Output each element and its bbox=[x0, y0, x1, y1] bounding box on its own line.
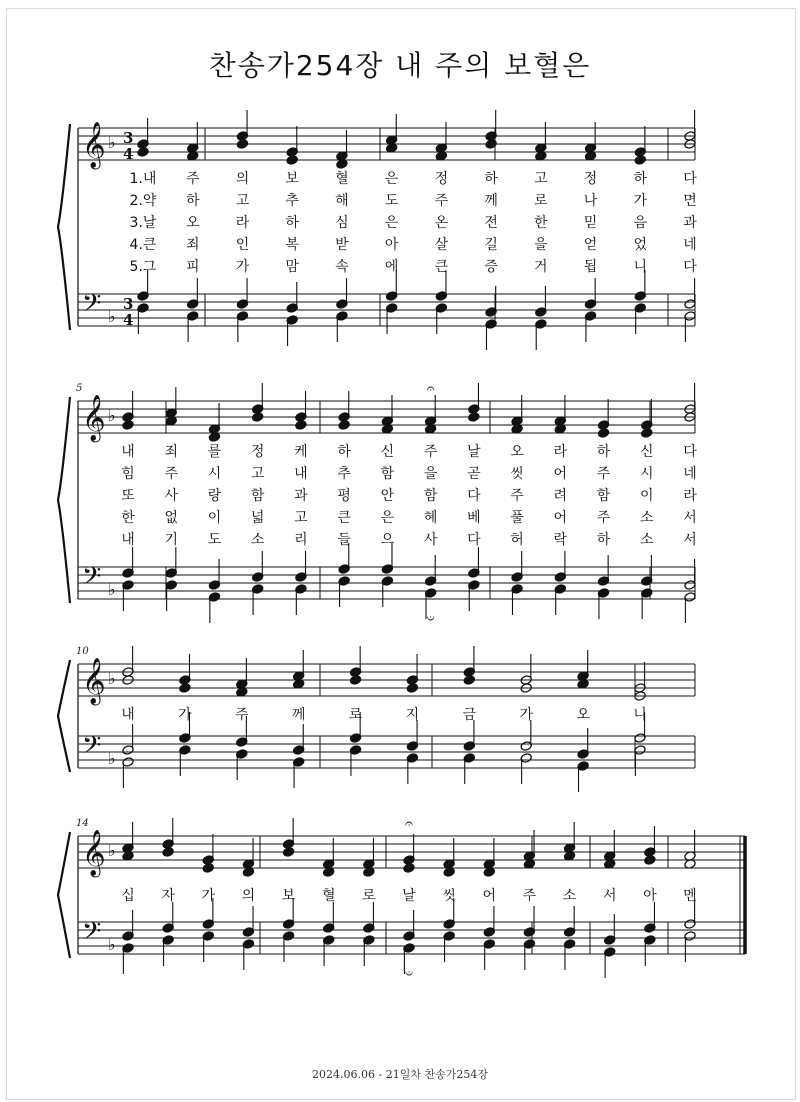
flat-sign-icon: ♭ bbox=[108, 133, 116, 152]
lyric-syllable: 고 bbox=[294, 510, 308, 526]
measure-number: 14 bbox=[76, 818, 89, 829]
lyric-syllable: 네 bbox=[683, 466, 697, 482]
lyric-syllable: 어 bbox=[553, 466, 568, 482]
lyric-syllable: 과 bbox=[294, 488, 308, 504]
flat-sign-icon: ♭ bbox=[108, 580, 116, 599]
system-brace bbox=[58, 832, 70, 958]
lyric-syllable: 심 bbox=[335, 215, 349, 231]
lyric-syllable: 주 bbox=[434, 193, 449, 209]
lyric-syllable: 소 bbox=[640, 510, 654, 526]
lyric-syllable: 없 bbox=[164, 510, 178, 526]
lyric-syllable: 하 bbox=[596, 444, 611, 460]
lyric-syllable: 를 bbox=[207, 444, 222, 460]
lyric-syllable: 주 bbox=[596, 466, 611, 482]
time-signature-bottom: 4 bbox=[123, 311, 134, 329]
lyric-syllable: 됩 bbox=[583, 259, 598, 275]
lyric-syllable: 아 bbox=[384, 237, 399, 253]
lyric-syllable: 하 bbox=[484, 171, 498, 187]
lyric-syllable: 오 bbox=[185, 215, 200, 231]
lyric-syllable: 음 bbox=[633, 215, 648, 231]
lyric-syllable: 니 bbox=[633, 259, 648, 275]
lyric-syllable: 에 bbox=[384, 259, 399, 275]
lyric-syllable: 죄 bbox=[164, 444, 178, 460]
lyric-syllable: 하 bbox=[337, 444, 351, 460]
lyric-syllable: 큰 bbox=[337, 510, 351, 526]
lyric-syllable: 하 bbox=[633, 171, 648, 187]
lyric-syllable: 라 bbox=[683, 488, 697, 504]
lyric-syllable: 받 bbox=[335, 237, 349, 253]
lyric-syllable: 내 bbox=[121, 444, 135, 460]
lyric-syllable: 아 bbox=[643, 888, 657, 904]
lyric-syllable: 서 bbox=[683, 532, 697, 548]
lyric-syllable: 케 bbox=[294, 444, 308, 460]
lyric-syllable: 얻 bbox=[583, 237, 598, 253]
lyric-syllable: 가 bbox=[201, 888, 216, 904]
lyric-syllable: 소 bbox=[640, 532, 654, 548]
lyric-syllable: 은 bbox=[384, 215, 399, 231]
lyric-syllable: 오 bbox=[576, 707, 590, 723]
lyric-syllable: 죄 bbox=[185, 237, 200, 253]
music-system bbox=[58, 381, 697, 627]
lyric-syllable: 함 bbox=[380, 466, 395, 482]
lyric-syllable: 허 bbox=[510, 532, 524, 548]
lyric-syllable: 주 bbox=[164, 466, 178, 482]
lyric-syllable: 주 bbox=[423, 444, 438, 460]
bass-staff bbox=[78, 736, 695, 768]
lyric-syllable: 피 bbox=[185, 259, 200, 275]
lyric-syllable: 을 bbox=[423, 466, 438, 482]
lyric-syllable: 다 bbox=[683, 259, 697, 275]
lyric-syllable: 주 bbox=[596, 510, 611, 526]
lyric-syllable: 추 bbox=[285, 193, 299, 209]
lyric-syllable: 멘 bbox=[683, 888, 697, 904]
lyric-syllable: 이 bbox=[640, 488, 654, 504]
lyric-syllable: 혈 bbox=[321, 888, 336, 904]
lyric-syllable: 1.내 bbox=[129, 171, 157, 187]
lyric-syllable: 었 bbox=[633, 237, 648, 253]
lyric-syllable: 함 bbox=[596, 488, 611, 504]
lyric-syllable: 인 bbox=[235, 237, 250, 253]
lyric-syllable: 믿 bbox=[583, 215, 598, 231]
treble-staff bbox=[78, 128, 695, 160]
system-brace bbox=[58, 124, 70, 330]
lyric-syllable: 5.그 bbox=[129, 259, 157, 275]
bass-clef-icon: 𝄢 bbox=[82, 731, 102, 766]
lyric-syllable: 면 bbox=[683, 193, 697, 209]
measure-number: 5 bbox=[76, 383, 83, 394]
lyric-syllable: 주 bbox=[522, 888, 537, 904]
lyric-syllable: 주 bbox=[185, 171, 200, 187]
flat-sign-icon: ♭ bbox=[108, 669, 116, 688]
lyric-syllable: 로 bbox=[534, 193, 548, 209]
lyric-syllable: 하 bbox=[596, 532, 611, 548]
lyric-syllable: 가 bbox=[235, 259, 250, 275]
lyric-syllable: 한 bbox=[121, 510, 135, 526]
lyric-syllable: 보 bbox=[281, 888, 296, 904]
lyric-syllable: 시 bbox=[207, 466, 222, 482]
lyric-syllable: 씻 bbox=[442, 888, 456, 904]
lyric-syllable: 살 bbox=[434, 237, 449, 253]
lyric-syllable: 추 bbox=[337, 466, 351, 482]
lyric-syllable: 리 bbox=[294, 532, 308, 548]
lyric-syllable: 다 bbox=[683, 171, 697, 187]
lyric-syllable: 신 bbox=[380, 444, 395, 460]
lyric-syllable: 십 bbox=[121, 888, 135, 904]
lyric-syllable: 함 bbox=[250, 488, 265, 504]
lyric-syllable: 또 bbox=[121, 488, 135, 504]
lyric-syllable: 어 bbox=[553, 510, 568, 526]
lyric-syllable: 사 bbox=[164, 488, 178, 504]
flat-sign-icon: ♭ bbox=[108, 935, 116, 954]
bass-clef-icon: 𝄢 bbox=[82, 917, 102, 952]
fermata-icon: 𝄑 bbox=[405, 966, 413, 982]
bass-clef-icon: 𝄢 bbox=[82, 289, 102, 324]
lyric-syllable: 도 bbox=[384, 193, 399, 209]
lyric-syllable: 내 bbox=[121, 532, 135, 548]
lyric-syllable: 다 bbox=[467, 532, 481, 548]
lyric-syllable: 넓 bbox=[250, 510, 265, 526]
lyric-syllable: 3.날 bbox=[129, 215, 157, 231]
treble-clef-icon: 𝄞 bbox=[82, 122, 106, 168]
lyric-syllable: 금 bbox=[462, 707, 477, 723]
lyric-syllable: 힘 bbox=[121, 466, 135, 482]
system-brace bbox=[58, 397, 70, 603]
measure-number: 10 bbox=[76, 646, 89, 657]
time-signature-top: 3 bbox=[123, 295, 134, 313]
music-system bbox=[58, 646, 695, 792]
lyric-syllable: 가 bbox=[178, 707, 192, 723]
lyric-syllable: 은 bbox=[380, 510, 395, 526]
treble-staff bbox=[78, 664, 695, 696]
lyric-syllable: 락 bbox=[553, 532, 568, 548]
flat-sign-icon: ♭ bbox=[108, 406, 116, 425]
flat-sign-icon: ♭ bbox=[108, 841, 116, 860]
lyric-syllable: 사 bbox=[423, 532, 438, 548]
system-brace bbox=[58, 660, 70, 772]
time-signature-top: 3 bbox=[123, 129, 134, 147]
lyric-syllable: 을 bbox=[534, 237, 548, 253]
lyric-syllable: 곧 bbox=[467, 466, 481, 482]
treble-clef-icon: 𝄞 bbox=[82, 658, 106, 704]
lyric-syllable: 로 bbox=[348, 707, 363, 723]
lyric-syllable: 고 bbox=[534, 171, 548, 187]
lyric-syllable: 내 bbox=[294, 466, 308, 482]
lyric-syllable: 라 bbox=[553, 444, 568, 460]
lyric-syllable: 속 bbox=[335, 259, 349, 275]
lyric-syllable: 보 bbox=[285, 171, 299, 187]
treble-clef-icon: 𝄞 bbox=[82, 830, 106, 876]
lyric-syllable: 베 bbox=[467, 510, 481, 526]
lyric-syllable: 한 bbox=[534, 215, 548, 231]
music-system bbox=[58, 110, 697, 350]
lyric-syllable: 풀 bbox=[510, 510, 524, 526]
page-title: 찬송가254장 내 주의 보혈은 bbox=[208, 49, 592, 82]
lyric-syllable: 다 bbox=[467, 488, 481, 504]
lyric-syllable: 이 bbox=[207, 510, 222, 526]
lyric-syllable: 라 bbox=[235, 215, 250, 231]
lyric-syllable: 과 bbox=[683, 215, 697, 231]
lyric-syllable: 시 bbox=[640, 466, 654, 482]
lyric-syllable: 어 bbox=[482, 888, 497, 904]
treble-clef-icon: 𝄞 bbox=[82, 395, 106, 441]
lyric-syllable: 오 bbox=[510, 444, 524, 460]
lyric-syllable: 날 bbox=[402, 888, 416, 904]
lyric-syllable: 의 bbox=[235, 171, 250, 187]
lyric-syllable: 도 bbox=[207, 532, 222, 548]
lyric-syllable: 전 bbox=[484, 215, 498, 231]
lyric-syllable: 네 bbox=[683, 237, 697, 253]
lyric-syllable: 증 bbox=[484, 259, 498, 275]
lyric-syllable: 길 bbox=[484, 237, 498, 253]
lyric-syllable: 들 bbox=[337, 532, 351, 548]
lyric-syllable: 평 bbox=[337, 488, 351, 504]
lyric-syllable: 혜 bbox=[423, 510, 438, 526]
lyric-syllable: 안 bbox=[380, 488, 395, 504]
lyric-syllable: 가 bbox=[633, 193, 648, 209]
lyric-syllable: 하 bbox=[285, 215, 299, 231]
lyric-syllable: 씻 bbox=[510, 466, 524, 482]
lyric-syllable: 기 bbox=[164, 532, 178, 548]
lyric-syllable: 함 bbox=[423, 488, 438, 504]
music-system bbox=[58, 816, 745, 982]
lyric-syllable: 자 bbox=[161, 888, 175, 904]
lyric-syllable: 하 bbox=[185, 193, 200, 209]
lyric-syllable: 고 bbox=[235, 193, 250, 209]
lyric-syllable: 로 bbox=[362, 888, 376, 904]
lyric-syllable: 복 bbox=[285, 237, 299, 253]
lyric-syllable: 4.큰 bbox=[129, 237, 157, 253]
lyric-syllable: 은 bbox=[384, 171, 399, 187]
flat-sign-icon: ♭ bbox=[108, 749, 116, 768]
lyric-syllable: 려 bbox=[553, 488, 568, 504]
page-footer: 2024.06.06 - 21일차 찬송가254장 bbox=[312, 1068, 488, 1081]
lyric-syllable: 신 bbox=[640, 444, 654, 460]
lyric-syllable: 거 bbox=[534, 259, 548, 275]
lyric-syllable: 의 bbox=[241, 888, 256, 904]
lyric-syllable: 정 bbox=[583, 171, 598, 187]
time-signature-bottom: 4 bbox=[123, 145, 134, 163]
lyric-syllable: 다 bbox=[683, 444, 697, 460]
lyric-syllable: 니 bbox=[633, 707, 647, 723]
lyric-syllable: 정 bbox=[250, 444, 265, 460]
lyric-syllable: 가 bbox=[519, 707, 533, 723]
lyric-syllable: 주 bbox=[235, 707, 249, 723]
lyric-syllable: 혈 bbox=[335, 171, 349, 187]
lyric-syllable: 께 bbox=[484, 193, 498, 209]
lyric-syllable: 온 bbox=[434, 215, 449, 231]
lyric-syllable: 랑 bbox=[207, 488, 222, 504]
flat-sign-icon: ♭ bbox=[108, 307, 116, 326]
lyric-syllable: 큰 bbox=[434, 259, 449, 275]
lyric-syllable: 맘 bbox=[285, 259, 299, 275]
lyric-syllable: 고 bbox=[250, 466, 265, 482]
lyric-syllable: 나 bbox=[583, 193, 598, 209]
lyric-syllable: 해 bbox=[335, 193, 349, 209]
lyric-syllable: 소 bbox=[250, 532, 265, 548]
lyric-syllable: 께 bbox=[291, 707, 306, 723]
lyric-syllable: 소 bbox=[562, 888, 577, 904]
fermata-icon: 𝄑 bbox=[426, 611, 435, 627]
lyric-syllable: 날 bbox=[467, 444, 481, 460]
lyric-syllable: 서 bbox=[602, 888, 617, 904]
lyric-syllable: 으 bbox=[380, 532, 395, 548]
lyric-syllable: 지 bbox=[405, 707, 420, 723]
lyric-syllable: 서 bbox=[683, 510, 697, 526]
fermata-icon: 𝄐 bbox=[405, 816, 413, 832]
lyric-syllable: 정 bbox=[434, 171, 449, 187]
lyric-syllable: 주 bbox=[510, 488, 524, 504]
lyric-syllable: 내 bbox=[121, 707, 135, 723]
bass-clef-icon: 𝄢 bbox=[82, 562, 102, 597]
lyric-syllable: 2.약 bbox=[129, 193, 157, 209]
fermata-icon: 𝄐 bbox=[426, 381, 435, 397]
